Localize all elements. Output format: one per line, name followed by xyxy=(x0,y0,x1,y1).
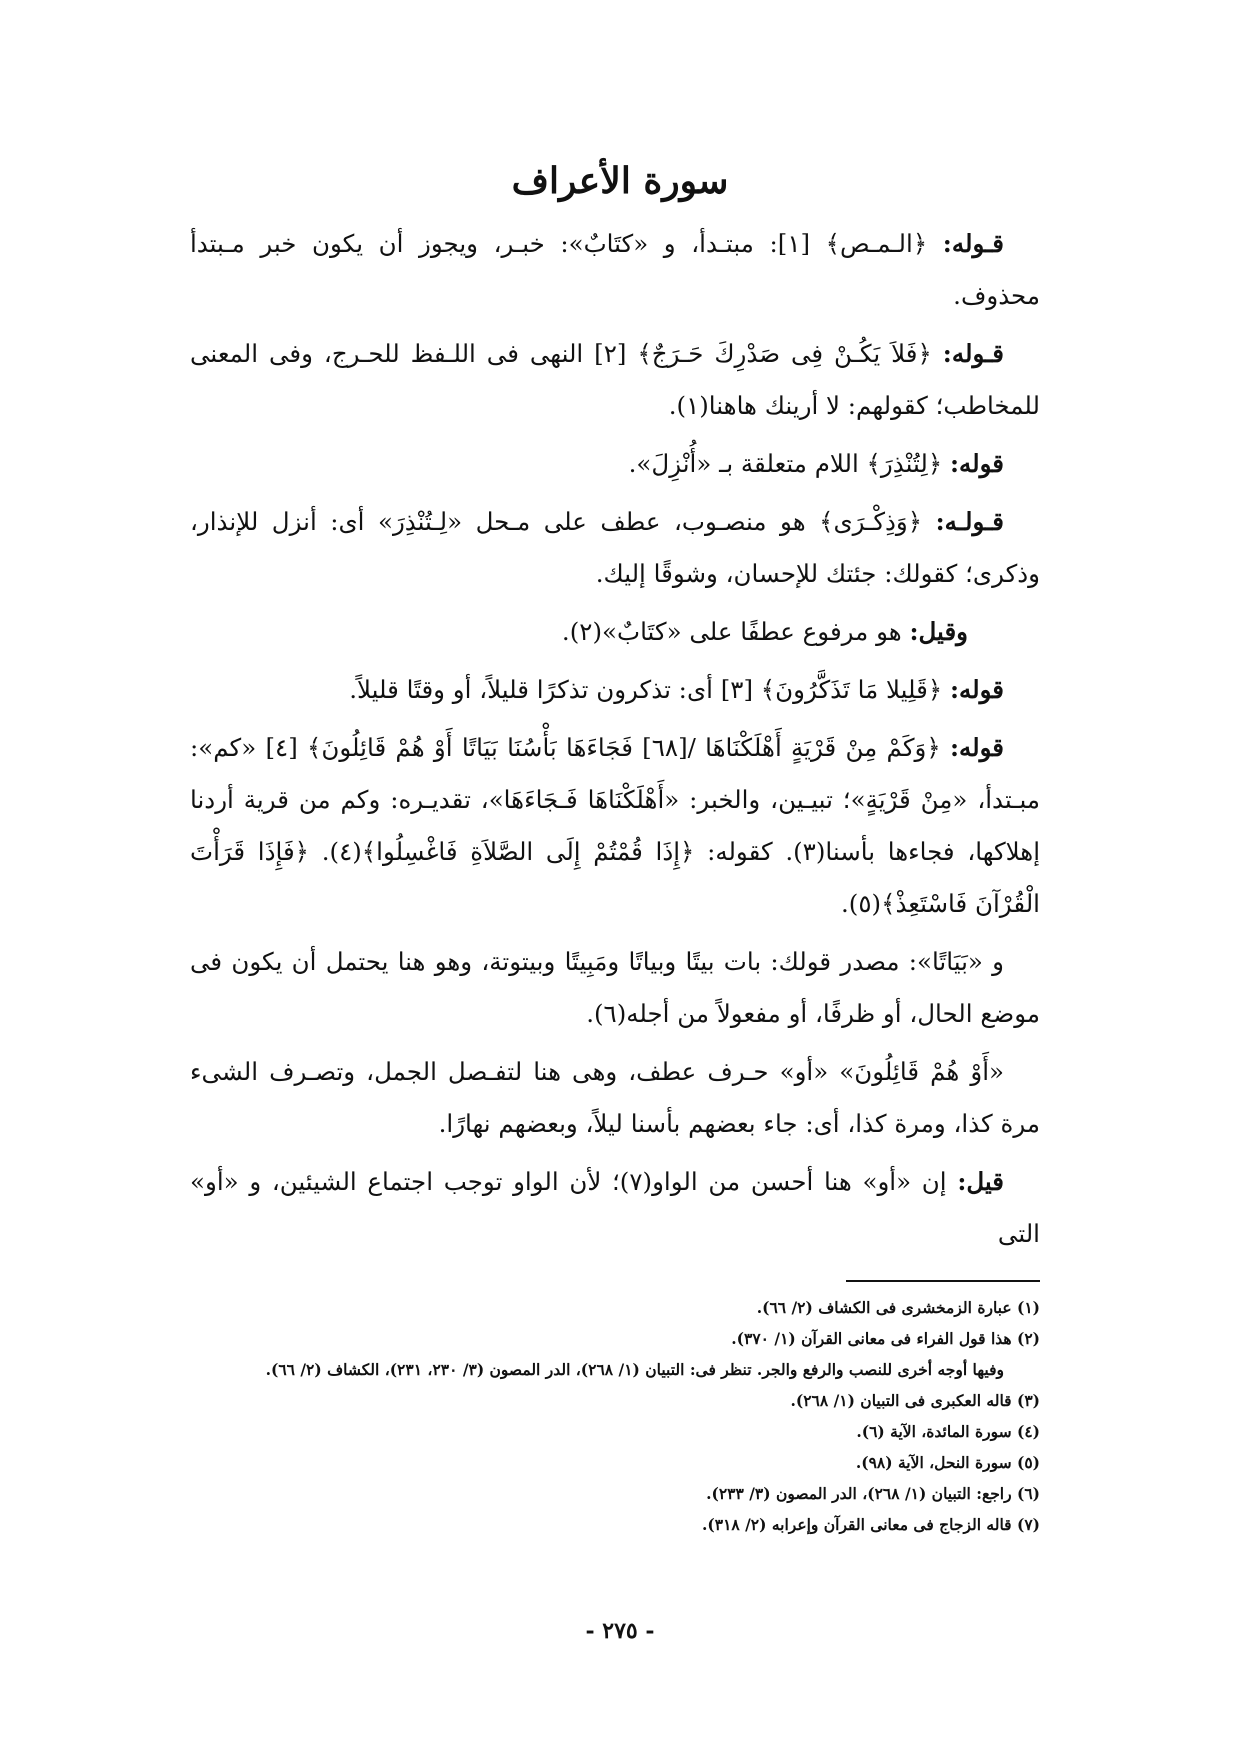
footnote-separator xyxy=(846,1280,1040,1282)
paragraph-text: هو مرفوع عطفًا على «كتَابٌ»(٢). xyxy=(561,617,910,646)
paragraph-lead: قيل: xyxy=(957,1167,1005,1196)
paragraph-text: «أَوْ هُمْ قَائِلُونَ» «أو» حـرف عطف، وهى هنا لتفـصل الجمل، وتصـرف الشىء مرة كذا، ومرة كذا، أى: جاء بعضهم بأسنا ليلاً، وبعضهم نهارًا. xyxy=(190,1057,1040,1138)
paragraph-lead: وقيل: xyxy=(909,617,968,646)
paragraph xyxy=(190,1156,1040,1260)
paragraph xyxy=(190,328,1040,432)
paragraph-lead: قـوله: xyxy=(942,229,1004,258)
paragraph-text: ﴿وَذِكْـرَى﴾ هو منصـوب، عطف على مـحل «لِـتُنْذِرَ» أى: أنزل للإنذار، وذكرى؛ كقولك: جئتك للإحسان، وشوقًا إليك. xyxy=(190,507,1040,588)
paragraph-lead: قوله: xyxy=(949,675,1004,704)
paragraph xyxy=(190,438,1040,490)
paragraph-text: ﴿قَلِيلا مَا تَذَكَّرُونَ﴾ [٣] أى: تذكرون تذكرًا قليلاً، أو وقتًا قليلاً. xyxy=(349,675,950,704)
surah-title: سورة الأعراف xyxy=(511,160,729,202)
paragraph-text: ﴿الـمـص﴾ [١]: مبتـدأ، و «كتَابٌ»: خبـر، ويجوز أن يكون خبر مـبتدأ محذوف. xyxy=(190,229,1040,310)
paragraph-lead: قوله: xyxy=(949,449,1004,478)
paragraph xyxy=(190,936,1040,1040)
main-text xyxy=(190,218,1040,1266)
footnote-continuation: وفيها أوجه أخرى للنصب والرفع والجر. تنظر فى: التبيان (١/ ٢٦٨)، الدر المصون (٣/ ٢٣٠، ٢٣١)، الكشاف (٢/ ٦٦). xyxy=(265,1360,1004,1379)
footnote: (٥) سورة النحل، الآية (٩٨). xyxy=(855,1453,1040,1472)
paragraph-lead: قوله: xyxy=(949,733,1004,762)
paragraph xyxy=(190,722,1040,930)
paragraph-lead: قـولـه: xyxy=(935,507,1004,536)
footnote: (١) عبارة الزمخشرى فى الكشاف (٢/ ٦٦). xyxy=(756,1298,1040,1317)
paragraph-text: ﴿فَلاَ يَكُـنْ فِى صَدْرِكَ حَـرَجٌ﴾ [٢] النهى فى اللـفظ للحـرج، وفى المعنى للمخاطب؛ كقولهم: لا أرينك هاهنا(١). xyxy=(190,339,1040,420)
paragraph xyxy=(190,218,1040,322)
paragraph-text: إن «أو» هنا أحسن من الواو(٧)؛ لأن الواو توجب اجتماع الشيئين، و «أو» التى xyxy=(190,1167,1040,1248)
footnote: (٤) سورة المائدة، الآية (٦). xyxy=(856,1422,1040,1441)
footnote: (٢) هذا قول الفراء فى معانى القرآن (١/ ٣٧٠). xyxy=(731,1329,1040,1348)
paragraph-lead: قـوله: xyxy=(942,339,1004,368)
footnote: (٦) راجع: التبيان (١/ ٢٦٨)، الدر المصون (٣/ ٢٣٣). xyxy=(706,1484,1040,1503)
paragraph xyxy=(190,664,1040,716)
paragraph-text: ﴿وَكَمْ مِنْ قَرْيَةٍ أَهْلَكْنَاهَا /[٦٨] فَجَاءَهَا بَأْسُنَا بَيَاتًا أَوْ هُمْ قَائِلُونَ﴾ [٤] «كم»: مبـتدأ، «مِنْ قَرْيَةٍ»؛ تبيـين، والخبر: «أَهْلَكْنَاهَا فَـجَاءَهَا»، تقديـره: وكم من قرية أردنا إهلاكها، فجاءها بأسنا(٣). كقوله: ﴿إِذَا قُمْتُمْ إِلَى الصَّلاَةِ فَاغْسِلُوا﴾(٤). ﴿فَإِذَا قَرَأْتَ الْقُرْآنَ فَاسْتَعِذْ﴾(٥). xyxy=(190,733,1040,918)
page-number: - ٢٧٥ - xyxy=(585,1618,655,1644)
footnote: (٣) قاله العكبرى فى التبيان (١/ ٢٦٨). xyxy=(790,1391,1040,1410)
paragraph xyxy=(190,606,1040,658)
footnote: (٧) قاله الزجاج فى معانى القرآن وإعرابه (٢/ ٣١٨). xyxy=(702,1515,1040,1534)
paragraph xyxy=(190,496,1040,600)
paragraph xyxy=(190,1046,1040,1150)
paragraph-text: و «بَيَاتًا»: مصدر قولك: بات بيتًا وبياتًا ومَبِيتًا وبيتوتة، وهو هنا يحتمل أن يكون فى موضع الحال، أو ظرفًا، أو مفعولاً من أجله(٦). xyxy=(190,947,1040,1028)
paragraph-text: ﴿لِتُنْذِرَ﴾ اللام متعلقة بـ «أُنْزِلَ». xyxy=(628,449,950,478)
footnotes xyxy=(190,1292,1040,1540)
